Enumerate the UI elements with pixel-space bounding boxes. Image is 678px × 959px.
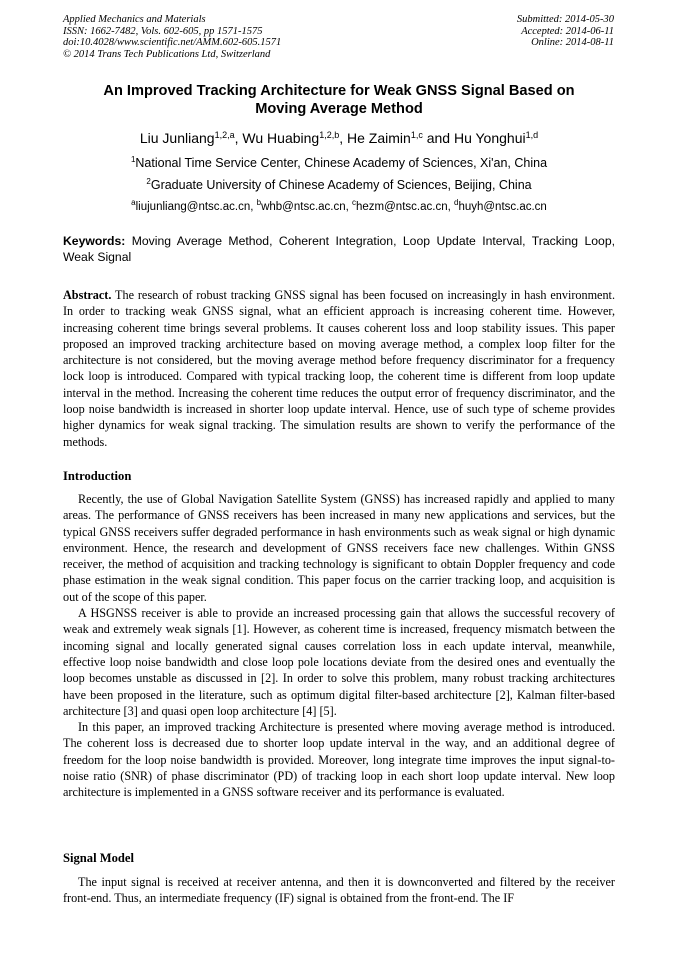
title-line-2: Moving Average Method xyxy=(255,101,423,117)
journal-name: Applied Mechanics and Materials xyxy=(63,14,206,25)
paragraph: In this paper, an improved tracking Architecture is presented where moving average method is introduced. The coherent loss is decreased due to shorter loop update interval in the way, and an additional degree of freedom for the loop noise bandwidth is provided. Moreover, long integrate time improves the input signal-to-noise ratio (SNR) of phase discriminator (PD) of tracking loop in each short loop update interval. New loop architecture is implemented in a GNSS software receiver and its performance is evaluated. xyxy=(63,720,615,800)
copyright-line: © 2014 Trans Tech Publications Ltd, Switzerland xyxy=(63,49,271,61)
paragraph: A HSGNSS receiver is able to provide an increased processing gain that allows the successful recovery of weak and extremely weak signals [1]. However, as coherent time is increased, frequency mismatch between the incoming signal and locally generated signal causes correlation loss in each update interval, meanwhile, effective loop noise bandwidth and close loop pole locations deviate from the desired ones and eventually the loop becomes unstable as discussed in [2]. In order to solve this problem, many robust tracking architectures have been proposed in the literature, such as optimum digital filter-based architecture [2], Kalman filter-based architecture [3] and quasi open loop architecture [4] [5]. xyxy=(63,606,615,718)
paragraph: Recently, the use of Global Navigation Satellite System (GNSS) has increased rapidly and applied to many areas. The performance of GNSS receivers has been increased in many new applications and services, but the typical GNSS receivers suffer degraded performance in hash environments such as weak signal or high dynamic environment. Hence, the research and development of GNSS receivers face new challenges. Within GNSS receiver, the method of acquisition and tracking technology is significant to obtain Doppler frequency and code phase estimation in the weak signal condition. This paper focus on the carrier tracking loop, and acquisition is out of the scope of this paper. xyxy=(63,492,615,604)
author-emails xyxy=(40,200,638,215)
author-list xyxy=(40,129,638,147)
doi-line: doi:10.4028/www.scientific.net/AMM.602-605.1571 xyxy=(63,37,282,49)
online-date: Online: 2014-08-11 xyxy=(531,37,614,49)
email-address: liujunliang@ntsc.ac.cn, xyxy=(135,201,257,213)
keywords-text: Moving Average Method, Coherent Integration, Loop Update Interval, Tracking Loop, Weak Signal xyxy=(63,234,615,264)
abstract-block xyxy=(63,287,615,450)
issn-line: ISSN: 1662-7482, Vols. 602-605, pp 1571-1575 xyxy=(63,25,263,37)
author-name: Liu Junliang xyxy=(139,130,215,146)
email-address: huyh@ntsc.ac.cn xyxy=(458,201,547,213)
author-separator: , xyxy=(339,130,348,146)
author-name: Wu Huabing xyxy=(242,130,320,146)
affiliation-2 xyxy=(40,178,638,193)
author-superscript: 1,2,b xyxy=(319,130,340,140)
keywords-block xyxy=(63,234,615,265)
affiliation-text: Graduate University of Chinese Academy of Sciences, Beijing, China xyxy=(150,178,532,192)
keywords-label: Keywords: xyxy=(63,234,126,248)
signal-model-heading: Signal Model xyxy=(63,851,135,865)
affiliation-superscript: 1 xyxy=(130,155,136,164)
journal-header xyxy=(63,14,281,61)
author-name: He Zaimin xyxy=(347,130,411,146)
author-superscript: 1,2,a xyxy=(214,130,235,140)
submitted-date: Submitted: 2014-05-30 xyxy=(516,14,614,25)
signal-model-body xyxy=(63,874,615,907)
author-superscript: 1,c xyxy=(410,130,423,140)
dates-header xyxy=(517,14,614,49)
title-line-1: An Improved Tracking Architecture for Weak GNSS Signal Based on xyxy=(103,83,575,99)
email-superscript: b xyxy=(256,198,262,207)
email-address: whb@ntsc.ac.cn, xyxy=(261,201,353,213)
email-superscript: a xyxy=(131,198,136,207)
introduction-heading: Introduction xyxy=(63,469,132,483)
email-superscript: d xyxy=(453,198,459,207)
affiliation-superscript: 2 xyxy=(146,177,151,186)
author-separator: , xyxy=(234,130,243,146)
abstract-label: Abstract. xyxy=(63,288,112,302)
paragraph: The input signal is received at receiver antenna, and then it is downconverted and filtered by the receiver front-end. Thus, an intermediate frequency (IF) signal is obtained from the front-end. The IF xyxy=(63,875,615,906)
author-superscript: 1,d xyxy=(525,130,539,140)
introduction-body xyxy=(63,491,615,801)
abstract-text: The research of robust tracking GNSS signal has been focused on increasingly in hash environment. In order to tracking weak GNSS signal, what an efficient approach is increasing coherent time. However, increasing coherent time brings several problems. It causes coherent loss and loop stability issues. This paper proposed an improved tracking architecture based on moving average method, a complex loop filter for the architecture is not considered, but the moving average method before frequency discriminator for a frequency lock loop is introduced. Compared with typical tracking loop, the coherent time is different from loop update interval in the method. Increasing the coherent time reduces the output error of frequency discriminator, and the loop noise bandwidth is increased in shorter loop update interval. Hence, use of such type of scheme provides higher dynamics for weak signal tracking. The simulation results are shown to verify the performance of the methods. xyxy=(63,288,615,449)
affiliation-1 xyxy=(40,156,638,171)
affiliation-text: National Time Service Center, Chinese Academy of Sciences, Xi'an, China xyxy=(135,156,548,170)
paper-title xyxy=(63,82,615,118)
email-address: hezm@ntsc.ac.cn, xyxy=(356,201,454,213)
accepted-date: Accepted: 2014-06-11 xyxy=(521,25,614,37)
author-separator: and xyxy=(422,130,454,146)
email-superscript: c xyxy=(352,198,357,207)
author-name: Hu Yonghui xyxy=(453,130,526,146)
